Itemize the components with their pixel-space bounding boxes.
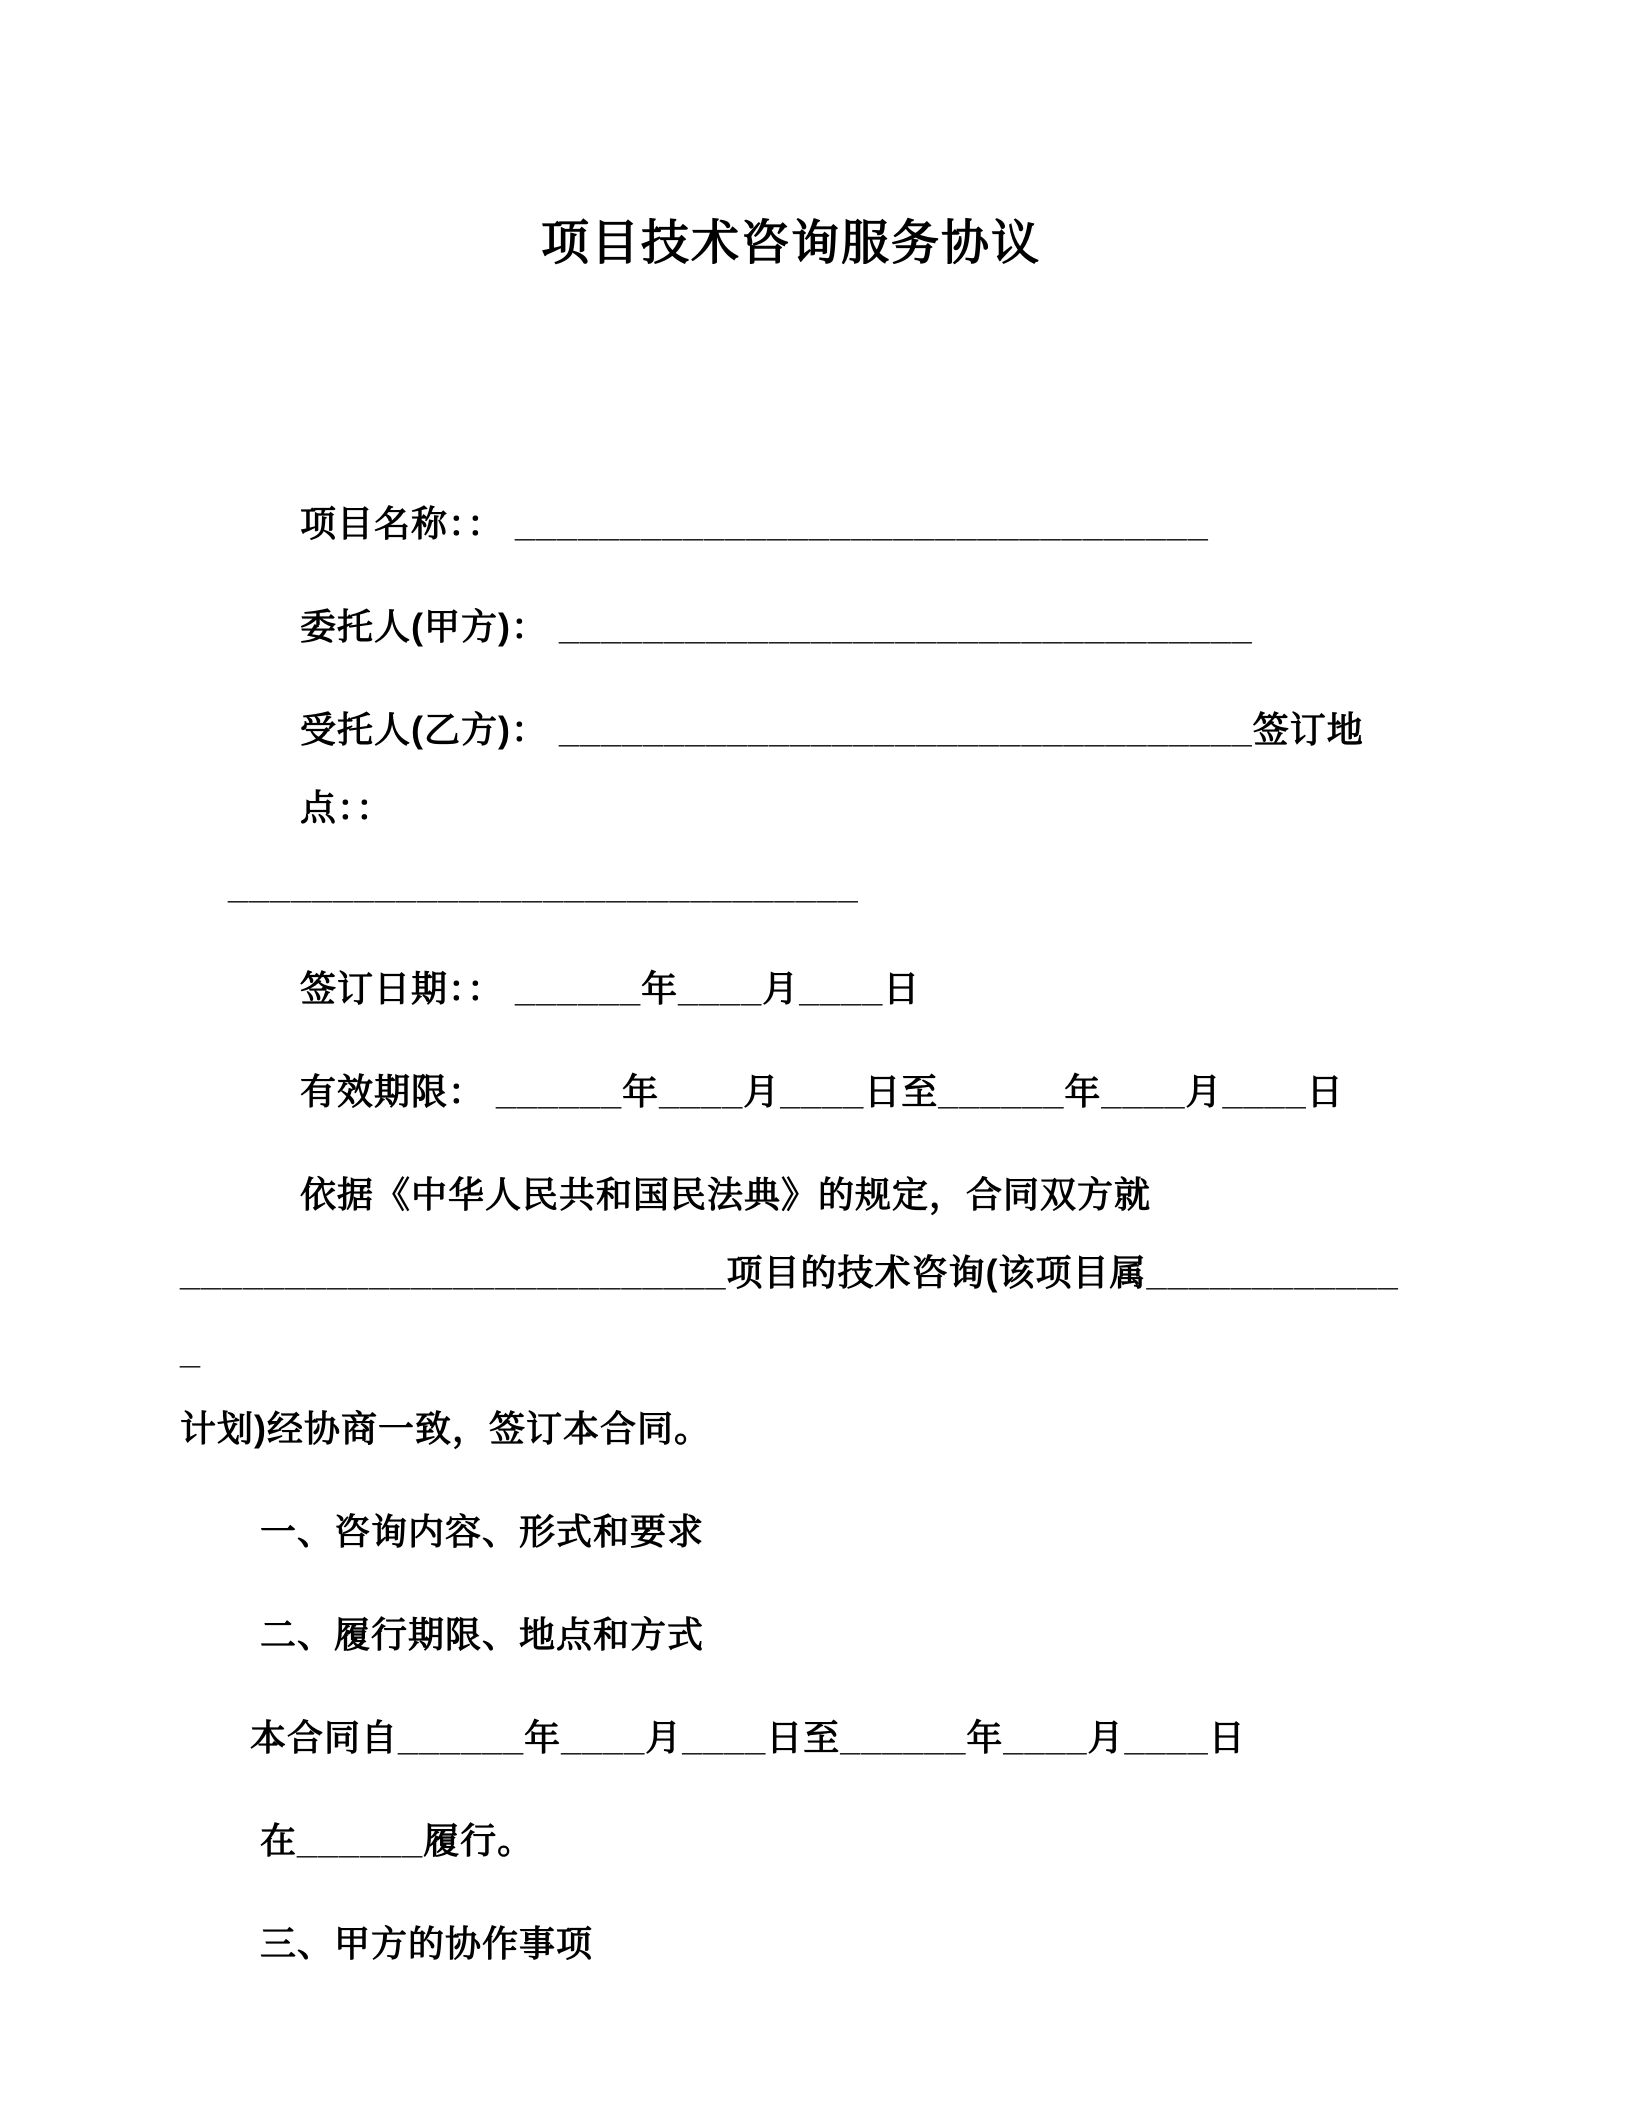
line-agreement-conclusion: 计划)经协商一致，签订本合同。 [180, 1408, 711, 1449]
line-legal-basis: 依据《中华人民共和国民法典》的规定，合同双方就 [300, 1174, 1152, 1215]
document-title: 项目技术咨询服务协议 [540, 217, 1041, 270]
line-blank-continuation: ______________________________ [228, 865, 859, 906]
heading-section-2: 二、履行期限、地点和方式 [260, 1614, 705, 1655]
heading-section-1: 一、咨询内容、形式和要求 [260, 1511, 705, 1552]
document-content [0, 215, 1632, 1983]
line-validity-period: 有效期限： ______年____月____日至______年____月____日 [300, 1071, 1344, 1112]
line-client-party-a: 委托人(甲方)： _________________________________ [300, 606, 1253, 647]
heading-section-3: 三、甲方的协作事项 [260, 1923, 594, 1964]
line-signing-date: 签订日期：： ______年____月____日 [300, 968, 921, 1009]
line-performance-place: 在______履行。 [260, 1820, 535, 1861]
line-project-name: 项目名称：： _________________________________ [300, 503, 1209, 544]
line-project-consulting-blank: __________________________项目的技术咨询(该项目属_____________ [180, 1252, 1399, 1371]
line-trustee-party-b: 受托人(乙方)： _________________________________签订地点：： [300, 709, 1364, 828]
line-contract-duration: 本合同自______年____月____日至______年____月____日 [250, 1717, 1246, 1758]
